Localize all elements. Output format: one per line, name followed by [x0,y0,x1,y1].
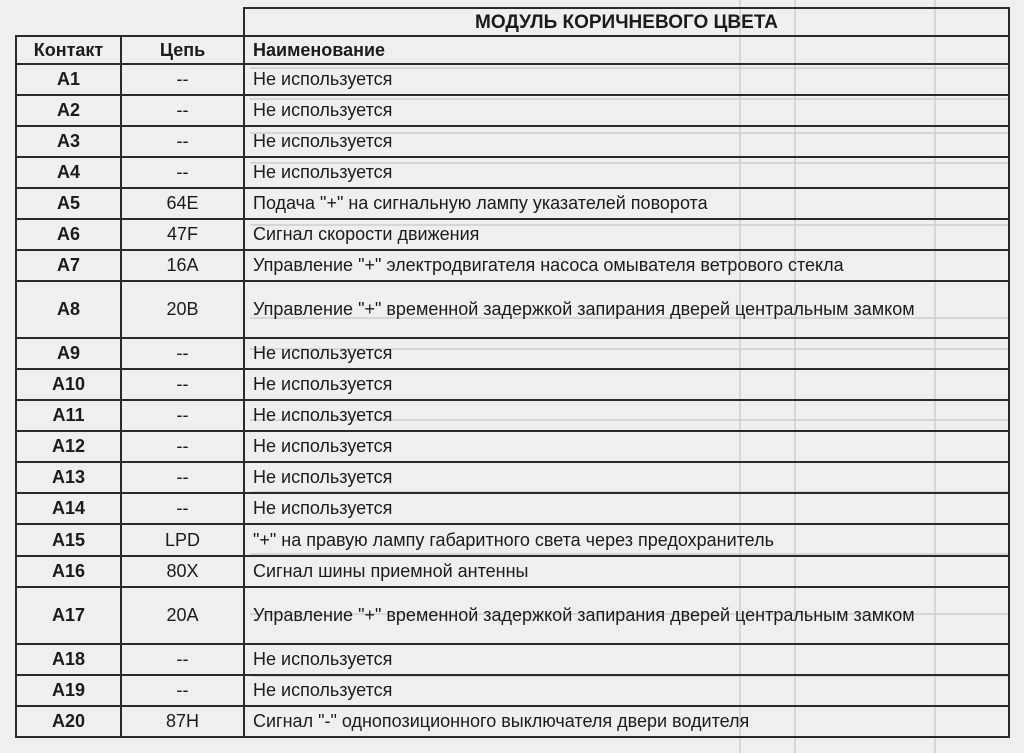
circuit-cell: -- [121,400,244,431]
name-cell: Не используется [244,462,1009,493]
name-cell: Не используется [244,64,1009,95]
circuit-cell: 20A [121,587,244,644]
name-cell: "+" на правую лампу габаритного света через предохранитель [244,524,1009,555]
circuit-cell: -- [121,675,244,706]
circuit-cell: -- [121,64,244,95]
name-cell: Сигнал шины приемной антенны [244,556,1009,587]
header-circuit: Цепь [121,36,244,64]
name-cell: Не используется [244,675,1009,706]
name-cell: Не используется [244,338,1009,369]
circuit-cell: 64E [121,188,244,219]
table-row [16,675,1009,706]
table-row [16,64,1009,95]
header-contact: Контакт [16,36,121,64]
circuit-cell: -- [121,644,244,675]
circuit-cell: -- [121,431,244,462]
table-row [16,95,1009,126]
contact-cell: A1 [16,64,121,95]
table-row [16,281,1009,338]
name-cell: Не используется [244,644,1009,675]
contact-cell: A18 [16,644,121,675]
contact-cell: A15 [16,524,121,555]
contact-cell: A13 [16,462,121,493]
circuit-cell: -- [121,369,244,400]
name-cell: Не используется [244,157,1009,188]
contact-cell: A3 [16,126,121,157]
name-cell: Сигнал скорости движения [244,219,1009,250]
contact-cell: A17 [16,587,121,644]
table-row [16,587,1009,644]
table-row [16,431,1009,462]
table-row [16,493,1009,524]
table-row [16,369,1009,400]
contact-cell: A4 [16,157,121,188]
contact-cell: A11 [16,400,121,431]
name-cell: Сигнал "-" однопозиционного выключателя двери водителя [244,706,1009,737]
title-blank-area [16,8,244,36]
circuit-cell: -- [121,157,244,188]
name-cell: Не используется [244,95,1009,126]
circuit-cell: LPD [121,524,244,555]
circuit-cell: -- [121,338,244,369]
circuit-cell: 80X [121,556,244,587]
contact-cell: A10 [16,369,121,400]
contact-cell: A2 [16,95,121,126]
header-row [16,36,1009,64]
table-row [16,706,1009,737]
circuit-cell: -- [121,462,244,493]
table-title: МОДУЛЬ КОРИЧНЕВОГО ЦВЕТА [244,8,1009,36]
circuit-cell: 87H [121,706,244,737]
circuit-cell: -- [121,493,244,524]
circuit-cell: 16A [121,250,244,281]
circuit-cell: 20B [121,281,244,338]
contact-cell: A20 [16,706,121,737]
header-name: Наименование [244,36,1009,64]
table-row [16,644,1009,675]
table-row [16,524,1009,555]
name-cell: Не используется [244,431,1009,462]
name-cell: Не используется [244,369,1009,400]
name-cell: Управление "+" временной задержкой запирания дверей центральным замком [244,281,1009,338]
name-cell: Не используется [244,400,1009,431]
table-row [16,219,1009,250]
name-cell: Не используется [244,126,1009,157]
pinout-table [15,7,1010,738]
contact-cell: A9 [16,338,121,369]
name-cell: Управление "+" электродвигателя насоса омывателя ветрового стекла [244,250,1009,281]
contact-cell: A8 [16,281,121,338]
circuit-cell: -- [121,95,244,126]
table-row [16,556,1009,587]
name-cell: Не используется [244,493,1009,524]
table-body [16,64,1009,737]
table-row [16,400,1009,431]
contact-cell: A16 [16,556,121,587]
table-row [16,462,1009,493]
table-row [16,126,1009,157]
contact-cell: A7 [16,250,121,281]
title-row [16,8,1009,36]
table-row [16,188,1009,219]
contact-cell: A19 [16,675,121,706]
contact-cell: A6 [16,219,121,250]
table-row [16,338,1009,369]
contact-cell: A14 [16,493,121,524]
name-cell: Подача "+" на сигнальную лампу указателей поворота [244,188,1009,219]
circuit-cell: 47F [121,219,244,250]
table-row [16,157,1009,188]
contact-cell: A5 [16,188,121,219]
circuit-cell: -- [121,126,244,157]
contact-cell: A12 [16,431,121,462]
table-row [16,250,1009,281]
name-cell: Управление "+" временной задержкой запирания дверей центральным замком [244,587,1009,644]
